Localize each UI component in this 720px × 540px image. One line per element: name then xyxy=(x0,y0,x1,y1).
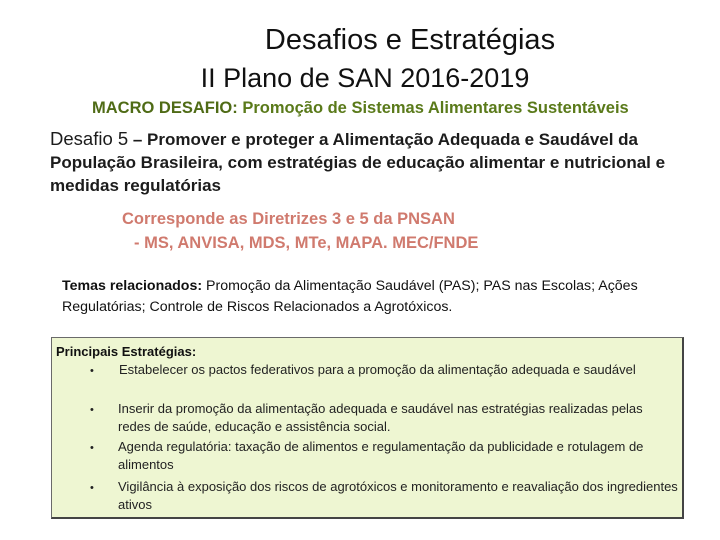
temas-text: Promoção da Alimentação Saudável (PAS); PAS nas Escolas; Ações Regulatórias; Controle de Riscos Relacionados a Agrotóxicos. xyxy=(62,278,638,315)
list-item-text: Agenda regulatória: taxação de alimentos e regulamentação da publicidade e rotulagem de alimentos xyxy=(118,439,644,472)
bullet-icon: • xyxy=(90,442,94,454)
list-item-text: Vigilância à exposição dos riscos de agrotóxicos e monitoramento e reavaliação dos ingredientes ativos xyxy=(118,479,678,512)
macro-desafio-label: MACRO DESAFIO: xyxy=(92,99,238,117)
temas-label: Temas relacionados: xyxy=(62,278,203,294)
list-item xyxy=(90,361,680,380)
list-item-text: Estabelecer os pactos federativos para a promoção da alimentação adequada e saudável xyxy=(119,362,636,377)
desafio-statement xyxy=(50,127,690,197)
bullet-icon: • xyxy=(90,404,94,416)
desafio-number: Desafio 5 xyxy=(50,128,129,149)
desafio-text: – Promover e proteger a Alimentação Adequada e Saudável da População Brasileira, com estratégias de educação alimentar e nutricional e medidas regulatórias xyxy=(50,130,666,195)
page-subtitle: II Plano de SAN 2016-2019 xyxy=(200,63,530,93)
bullet-icon: • xyxy=(90,365,94,377)
estrategias-title: Principais Estratégias: xyxy=(56,344,197,359)
macro-desafio-text: Promoção de Sistemas Alimentares Sustentáveis xyxy=(237,99,629,117)
bullet-icon: • xyxy=(90,482,94,494)
list-item xyxy=(90,400,680,434)
corresponde-line2: - MS, ANVISA, MDS, MTe, MAPA. MEC/FNDE xyxy=(134,234,479,252)
corresponde-line1: Corresponde as Diretrizes 3 e 5 da PNSAN xyxy=(122,210,455,228)
list-item xyxy=(90,478,680,512)
macro-desafio xyxy=(92,99,629,118)
list-item xyxy=(90,438,680,472)
list-item-text: Inserir da promoção da alimentação adequada e saudável nas estratégias realizadas pelas redes de saúde, educação e assistência social. xyxy=(118,401,643,434)
temas-relacionados xyxy=(62,276,674,318)
page-title: Desafios e Estratégias xyxy=(264,24,556,56)
